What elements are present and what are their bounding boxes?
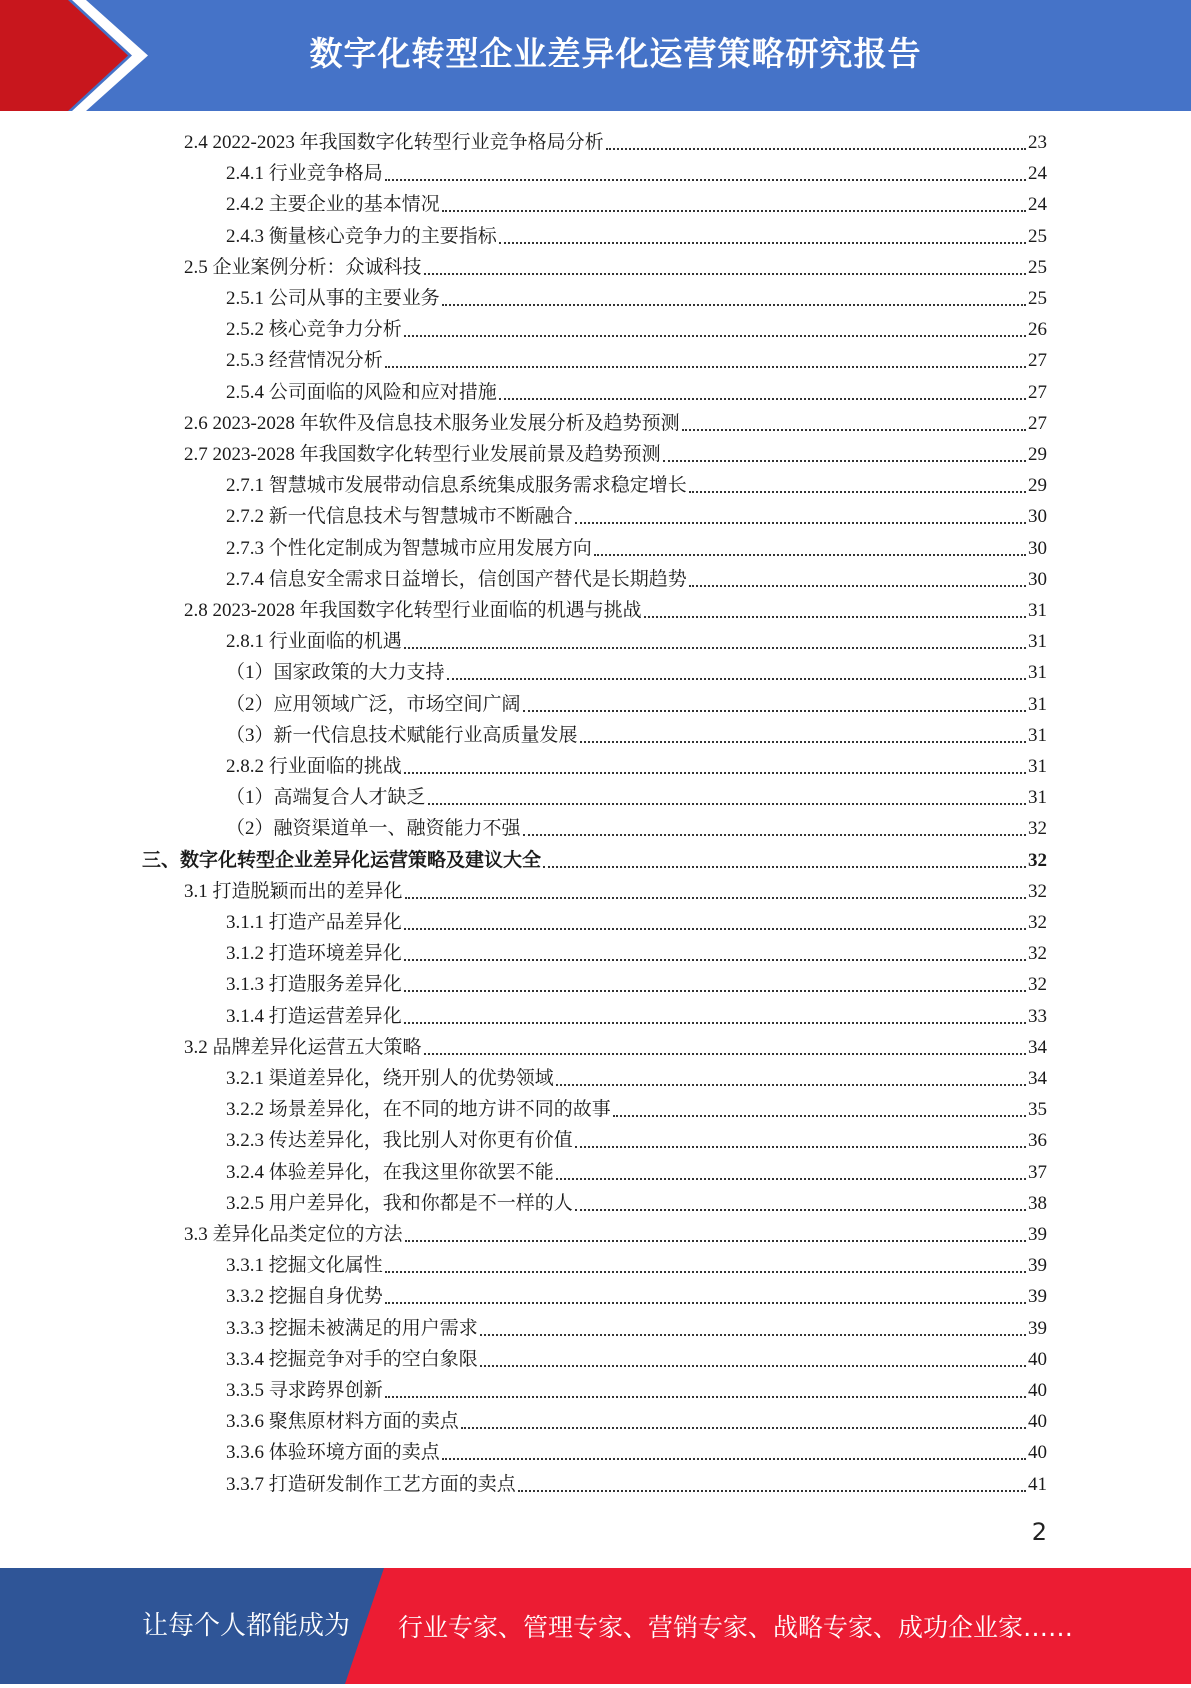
toc-entry-page: 39: [1028, 1224, 1047, 1245]
toc-dot-leader: [556, 1177, 1026, 1180]
toc-entry[interactable]: [226, 564, 1047, 595]
toc-entry-page: 40: [1028, 1411, 1047, 1433]
toc-entry-page: 34: [1028, 1036, 1047, 1058]
toc-dot-leader: [606, 147, 1026, 150]
toc-entry-title: 3.2.2 场景差异化，在不同的地方讲不同的故事: [226, 1099, 611, 1121]
toc-dot-leader: [594, 553, 1026, 556]
toc-entry-title: （1）高端复合人才缺乏: [226, 787, 426, 809]
toc-entry[interactable]: [226, 657, 1047, 688]
toc-entry-page: 27: [1028, 381, 1047, 403]
toc-entry[interactable]: [226, 533, 1047, 564]
toc-dot-leader: [404, 927, 1026, 930]
toc-entry-title: 2.7 2023-2028 年我国数字化转型行业发展前景及趋势预测: [184, 444, 661, 465]
toc-entry[interactable]: [226, 158, 1047, 189]
toc-dot-leader: [404, 334, 1026, 337]
header-arrow-decoration: [0, 0, 160, 111]
footer-slogan-left: 让每个人都能成为: [142, 1611, 351, 1641]
toc-dot-leader: [523, 709, 1026, 712]
toc-entry-title: 3.3.4 挖掘竞争对手的空白象限: [226, 1348, 478, 1370]
toc-entry-title: 三、数字化转型企业差异化运营策略及建议大全: [142, 849, 542, 871]
toc-entry[interactable]: [226, 907, 1047, 938]
toc-entry-page: 31: [1028, 662, 1047, 684]
toc-entry[interactable]: [226, 782, 1047, 813]
toc-entry-page: 32: [1028, 974, 1047, 996]
toc-dot-leader: [385, 365, 1026, 368]
toc-dot-leader: [461, 1426, 1026, 1429]
toc-entry[interactable]: [226, 189, 1047, 220]
toc-entry-page: 34: [1028, 1068, 1047, 1089]
toc-entry[interactable]: [226, 283, 1047, 314]
toc-entry[interactable]: [184, 439, 1047, 470]
toc-dot-leader: [644, 615, 1026, 618]
toc-entry-title: 3.3.7 打造研发制作工艺方面的卖点: [226, 1473, 516, 1495]
toc-entry[interactable]: [184, 876, 1047, 907]
toc-entry[interactable]: [226, 377, 1047, 408]
toc-entry[interactable]: [184, 1219, 1047, 1250]
footer-banner: [0, 1568, 1191, 1684]
toc-entry[interactable]: [226, 938, 1047, 969]
toc-entry-title: 3.3.2 挖掘自身优势: [226, 1286, 383, 1308]
toc-entry-title: 3.2.4 体验差异化，在我这里你欲罢不能: [226, 1161, 554, 1183]
toc-entry[interactable]: [226, 1157, 1047, 1188]
toc-entry-page: 41: [1028, 1473, 1047, 1495]
toc-entry-page: 32: [1028, 818, 1047, 840]
toc-dot-leader: [424, 272, 1026, 275]
toc-entry[interactable]: [184, 595, 1047, 626]
toc-dot-leader: [575, 1145, 1026, 1148]
toc-entry-title: 2.4.2 主要企业的基本情况: [226, 194, 440, 216]
toc-entry-page: 23: [1028, 132, 1047, 153]
toc-entry-title: 2.5 企业案例分析：众诚科技: [184, 256, 422, 278]
toc-entry-page: 32: [1028, 849, 1047, 871]
header-banner: [0, 0, 1191, 111]
toc-entry-title: 2.5.2 核心竞争力分析: [226, 319, 402, 341]
toc-entry-title: 3.1.1 打造产品差异化: [226, 912, 402, 933]
toc-entry[interactable]: [226, 1375, 1047, 1406]
toc-dot-leader: [613, 1114, 1026, 1117]
toc-entry[interactable]: [226, 1188, 1047, 1219]
toc-entry-page: 39: [1028, 1317, 1047, 1339]
toc-entry[interactable]: [184, 1032, 1047, 1063]
toc-entry-page: 30: [1028, 568, 1047, 590]
toc-entry-page: 39: [1028, 1255, 1047, 1277]
toc-dot-leader: [404, 646, 1026, 649]
toc-entry-page: 31: [1028, 787, 1047, 809]
toc-entry-title: 2.4 2022-2023 年我国数字化转型行业竞争格局分析: [184, 132, 604, 153]
toc-entry-page: 40: [1028, 1348, 1047, 1370]
toc-entry[interactable]: [226, 813, 1047, 844]
toc-entry-page: 40: [1028, 1442, 1047, 1464]
toc-entry[interactable]: [226, 1250, 1047, 1281]
toc-entry[interactable]: [226, 501, 1047, 532]
toc-entry-title: 2.7.2 新一代信息技术与智慧城市不断融合: [226, 506, 573, 528]
toc-dot-leader: [523, 833, 1026, 836]
toc-entry-title: 2.6 2023-2028 年软件及信息技术服务业发展分析及趋势预测: [184, 412, 680, 434]
toc-dot-leader: [682, 428, 1026, 431]
toc-entry[interactable]: [226, 314, 1047, 345]
toc-dot-leader: [442, 209, 1026, 212]
toc-dot-leader: [404, 989, 1026, 992]
toc-dot-leader: [447, 677, 1026, 680]
toc-entry-page: 25: [1028, 225, 1047, 247]
toc-entry[interactable]: [226, 1094, 1047, 1125]
toc-entry-title: 2.4.3 衡量核心竞争力的主要指标: [226, 225, 497, 247]
toc-entry[interactable]: [226, 969, 1047, 1000]
toc-dot-leader: [424, 1052, 1026, 1055]
toc-entry[interactable]: [142, 845, 1047, 876]
toc-entry[interactable]: [226, 1281, 1047, 1312]
toc-dot-leader: [543, 865, 1026, 868]
toc-entry[interactable]: [226, 345, 1047, 376]
toc-entry-title: 3.2 品牌差异化运营五大策略: [184, 1036, 422, 1058]
toc-entry-title: 2.4.1 行业竞争格局: [226, 163, 383, 185]
toc-entry-page: 29: [1028, 444, 1047, 465]
toc-entry-title: 2.7.1 智慧城市发展带动信息系统集成服务需求稳定增长: [226, 475, 687, 497]
toc-dot-leader: [442, 303, 1026, 306]
toc-entry-title: （2）融资渠道单一、融资能力不强: [226, 818, 521, 840]
toc-entry[interactable]: [226, 1313, 1047, 1344]
toc-dot-leader: [689, 490, 1026, 493]
toc-entry-page: 26: [1028, 319, 1047, 341]
toc-entry[interactable]: [226, 1001, 1047, 1032]
toc-dot-leader: [385, 1270, 1026, 1273]
toc-dot-leader: [663, 459, 1026, 462]
toc-entry-page: 32: [1028, 880, 1047, 902]
toc-entry-title: 3.2.1 渠道差异化，绕开别人的优势领域: [226, 1068, 554, 1089]
toc-entry-page: 27: [1028, 412, 1047, 434]
toc-entry-title: 2.5.4 公司面临的风险和应对措施: [226, 381, 497, 403]
toc-dot-leader: [556, 1083, 1026, 1086]
toc-entry-title: 3.2.3 传达差异化，我比别人对你更有价值: [226, 1130, 573, 1152]
toc-entry-title: 2.8.1 行业面临的机遇: [226, 631, 402, 653]
report-title: 数字化转型企业差异化运营策略研究报告: [309, 34, 922, 73]
toc-entry-title: 2.7.3 个性化定制成为智慧城市应用发展方向: [226, 537, 592, 559]
toc-entry-title: 3.3.3 挖掘未被满足的用户需求: [226, 1317, 478, 1339]
toc-dot-leader: [404, 771, 1026, 774]
toc-dot-leader: [575, 521, 1026, 524]
toc-entry[interactable]: [226, 751, 1047, 782]
toc-entry[interactable]: [226, 1437, 1047, 1468]
toc-entry[interactable]: [226, 1344, 1047, 1375]
toc-dot-leader: [499, 241, 1026, 244]
toc-dot-leader: [404, 1021, 1026, 1024]
toc-entry[interactable]: [226, 626, 1047, 657]
toc-entry[interactable]: [184, 127, 1047, 158]
toc-entry-page: 37: [1028, 1161, 1047, 1183]
toc-entry-title: （3）新一代信息技术赋能行业高质量发展: [226, 724, 578, 746]
toc-entry-page: 24: [1028, 194, 1047, 216]
toc-entry-page: 24: [1028, 163, 1047, 185]
toc-entry-page: 32: [1028, 912, 1047, 933]
toc-entry-page: 33: [1028, 1005, 1047, 1027]
toc-entry-title: 2.7.4 信息安全需求日益增长，信创国产替代是长期趋势: [226, 568, 687, 590]
toc-entry[interactable]: [184, 252, 1047, 283]
toc-entry-title: 3.2.5 用户差异化，我和你都是不一样的人: [226, 1192, 573, 1214]
toc-dot-leader: [404, 958, 1026, 961]
toc-entry-page: 25: [1028, 256, 1047, 278]
toc-entry-title: 2.8 2023-2028 年我国数字化转型行业面临的机遇与挑战: [184, 600, 642, 621]
toc-entry[interactable]: [226, 1406, 1047, 1437]
toc-entry-title: 2.5.1 公司从事的主要业务: [226, 288, 440, 309]
toc-entry[interactable]: [226, 720, 1047, 751]
toc-entry-title: 3.1 打造脱颖而出的差异化: [184, 880, 403, 902]
toc-entry-title: 3.1.2 打造环境差异化: [226, 943, 402, 965]
toc-dot-leader: [518, 1489, 1026, 1492]
toc-entry-page: 27: [1028, 350, 1047, 372]
toc-entry-title: （2）应用领域广泛，市场空间广阔: [226, 693, 521, 715]
toc-dot-leader: [442, 1457, 1026, 1460]
toc-entry-page: 40: [1028, 1380, 1047, 1401]
toc-entry-page: 25: [1028, 288, 1047, 309]
toc-entry-title: 3.3.1 挖掘文化属性: [226, 1255, 383, 1277]
toc-entry[interactable]: [226, 1469, 1047, 1500]
toc-dot-leader: [428, 802, 1026, 805]
page-number: 2: [1031, 1518, 1047, 1546]
toc-entry-page: 29: [1028, 475, 1047, 497]
toc-dot-leader: [405, 896, 1026, 899]
toc-entry-page: 39: [1028, 1286, 1047, 1308]
toc-entry[interactable]: [226, 1125, 1047, 1156]
toc-entry[interactable]: [184, 408, 1047, 439]
toc-dot-leader: [580, 740, 1026, 743]
toc-entry-title: （1）国家政策的大力支持: [226, 662, 445, 684]
toc-entry-page: 31: [1028, 631, 1047, 653]
toc-entry-page: 32: [1028, 943, 1047, 965]
toc-entry-title: 3.3 差异化品类定位的方法: [184, 1224, 403, 1245]
toc-entry-page: 38: [1028, 1192, 1047, 1214]
toc-entry-title: 2.5.3 经营情况分析: [226, 350, 383, 372]
toc-entry-page: 30: [1028, 506, 1047, 528]
toc-dot-leader: [385, 178, 1026, 181]
toc-entry-title: 3.3.6 聚焦原材料方面的卖点: [226, 1411, 459, 1433]
toc-entry-page: 31: [1028, 600, 1047, 621]
toc-entry[interactable]: [226, 1063, 1047, 1094]
toc-entry-title: 3.3.5 寻求跨界创新: [226, 1380, 383, 1401]
footer-slogan-right: 行业专家、管理专家、营销专家、战略专家、成功企业家……: [398, 1613, 1074, 1642]
toc-entry[interactable]: [226, 470, 1047, 501]
toc-entry[interactable]: [226, 221, 1047, 252]
toc-entry-page: 31: [1028, 756, 1047, 777]
toc-dot-leader: [689, 584, 1026, 587]
toc-entry[interactable]: [226, 689, 1047, 720]
toc-entry-title: 3.1.4 打造运营差异化: [226, 1005, 402, 1027]
toc-dot-leader: [480, 1364, 1026, 1367]
toc-dot-leader: [499, 397, 1026, 400]
toc-entry-page: 35: [1028, 1099, 1047, 1121]
toc-entry-title: 3.3.6 体验环境方面的卖点: [226, 1442, 440, 1464]
toc-dot-leader: [480, 1333, 1026, 1336]
toc-dot-leader: [575, 1208, 1026, 1211]
toc-entry-page: 31: [1028, 724, 1047, 746]
toc-entry-page: 30: [1028, 537, 1047, 559]
toc-dot-leader: [385, 1395, 1026, 1398]
toc-entry-title: 2.8.2 行业面临的挑战: [226, 756, 402, 777]
toc-entry-title: 3.1.3 打造服务差异化: [226, 974, 402, 996]
toc-entry-page: 36: [1028, 1130, 1047, 1152]
toc-entry-page: 31: [1028, 693, 1047, 715]
toc-dot-leader: [405, 1239, 1026, 1242]
toc-dot-leader: [385, 1301, 1026, 1304]
